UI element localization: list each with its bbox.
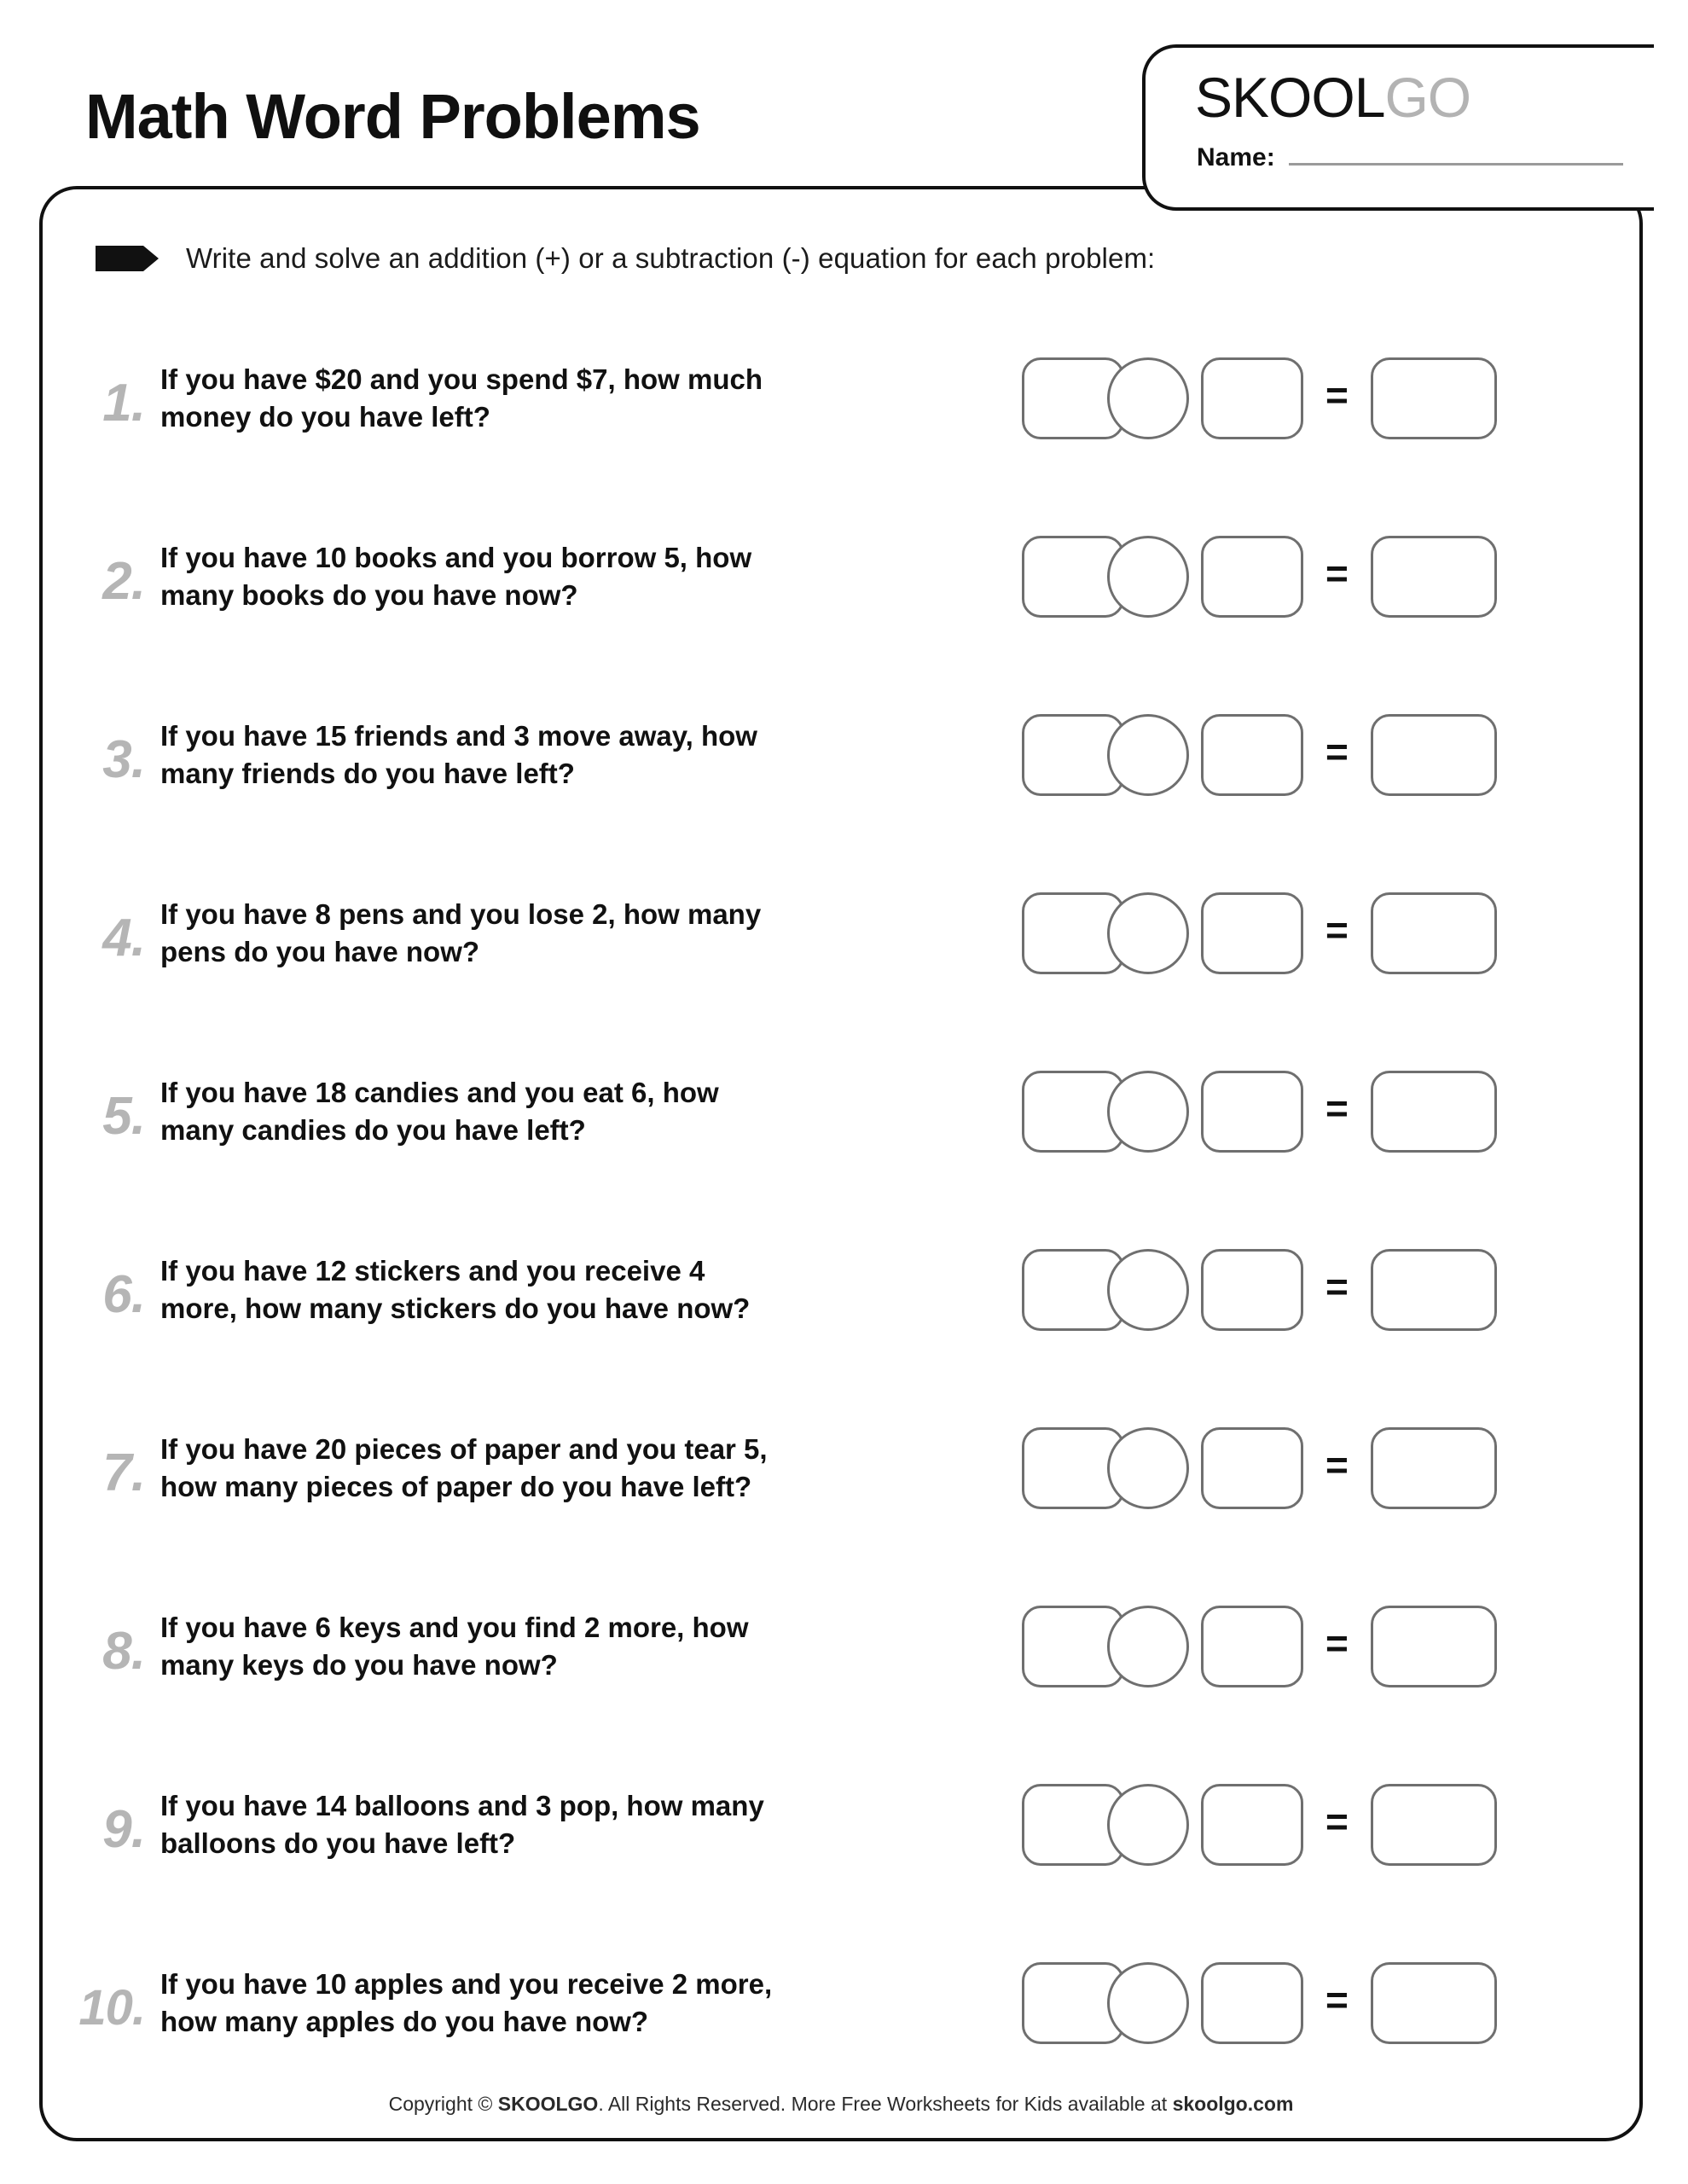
problem-row — [43, 1557, 1639, 1735]
problem-number: 2. — [102, 552, 145, 611]
result-box[interactable] — [1371, 1249, 1497, 1331]
problem-text — [160, 1966, 1013, 2040]
operand-2-box[interactable] — [1201, 1249, 1303, 1331]
brand-logo-primary: SKOOL — [1195, 66, 1385, 129]
answer-group — [1022, 536, 1497, 618]
problem-text — [160, 1609, 1013, 1683]
operator-circle[interactable] — [1107, 892, 1189, 974]
problem-number: 6. — [102, 1265, 145, 1324]
equals-sign: = — [1325, 1263, 1349, 1309]
answer-group — [1022, 1249, 1497, 1331]
problem-text-line: If you have 15 friends and 3 move away, how — [160, 719, 757, 752]
equation-blanks — [1022, 1784, 1303, 1866]
equals-sign: = — [1325, 1442, 1349, 1487]
name-field-row — [1197, 143, 1623, 172]
result-box[interactable] — [1371, 1606, 1497, 1687]
problem-row — [43, 1735, 1639, 1914]
problem-text-line: If you have 18 candies and you eat 6, how — [160, 1076, 719, 1108]
answer-group — [1022, 357, 1497, 439]
operand-2-box[interactable] — [1201, 1071, 1303, 1153]
operator-circle[interactable] — [1107, 1071, 1189, 1153]
footer-copyright — [43, 2093, 1639, 2116]
problem-text-line: how many pieces of paper do you have left? — [160, 1470, 752, 1502]
equation-blanks — [1022, 714, 1303, 796]
equation-blanks — [1022, 357, 1303, 439]
operator-circle[interactable] — [1107, 714, 1189, 796]
answer-group — [1022, 714, 1497, 796]
problem-number: 10. — [78, 1980, 145, 2036]
problem-text — [160, 1252, 1013, 1327]
problem-text — [160, 361, 1013, 435]
operator-circle[interactable] — [1107, 536, 1189, 618]
problem-text-line: how many apples do you have now? — [160, 2005, 649, 2037]
equals-sign: = — [1325, 907, 1349, 952]
problem-text-line: If you have 8 pens and you lose 2, how many — [160, 897, 762, 930]
problem-text-line: many books do you have now? — [160, 578, 578, 611]
result-box[interactable] — [1371, 1071, 1497, 1153]
problem-text — [160, 1074, 1013, 1148]
problem-text-line: many friends do you have left? — [160, 757, 575, 789]
equals-sign: = — [1325, 372, 1349, 417]
operand-2-box[interactable] — [1201, 714, 1303, 796]
problem-text — [160, 1431, 1013, 1505]
problem-text — [160, 896, 1013, 970]
problem-list — [43, 309, 1639, 2092]
problem-row — [43, 1914, 1639, 2092]
equation-blanks — [1022, 1606, 1303, 1687]
result-box[interactable] — [1371, 1962, 1497, 2044]
result-box[interactable] — [1371, 1784, 1497, 1866]
operator-circle[interactable] — [1107, 1606, 1189, 1687]
problem-number: 5. — [102, 1087, 145, 1146]
problem-row — [43, 309, 1639, 487]
problem-text-line: If you have 10 apples and you receive 2 more, — [160, 1967, 773, 2000]
problem-number: 9. — [102, 1800, 145, 1859]
equals-sign: = — [1325, 1977, 1349, 2022]
footer-text-after: . All Rights Reserved. More Free Worksheets for Kids available at — [598, 2093, 1173, 2115]
equation-blanks — [1022, 1071, 1303, 1153]
problem-row — [43, 1022, 1639, 1200]
problem-text — [160, 539, 1013, 613]
answer-group — [1022, 1071, 1497, 1153]
problem-text-line: If you have 20 pieces of paper and you tear 5, — [160, 1432, 768, 1465]
problem-number: 3. — [102, 730, 145, 789]
operator-circle[interactable] — [1107, 1249, 1189, 1331]
operand-2-box[interactable] — [1201, 357, 1303, 439]
operand-2-box[interactable] — [1201, 1427, 1303, 1509]
footer-brand: SKOOLGO — [497, 2093, 599, 2115]
brand-logo-secondary: GO — [1384, 66, 1471, 129]
operator-circle[interactable] — [1107, 357, 1189, 439]
problem-text — [160, 717, 1013, 792]
problem-number: 8. — [102, 1622, 145, 1681]
problem-row — [43, 1379, 1639, 1557]
equation-blanks — [1022, 892, 1303, 974]
operator-circle[interactable] — [1107, 1784, 1189, 1866]
answer-group — [1022, 892, 1497, 974]
equals-sign: = — [1325, 729, 1349, 774]
problem-text-line: If you have 14 balloons and 3 pop, how many — [160, 1789, 764, 1821]
answer-group — [1022, 1606, 1497, 1687]
name-input-line[interactable] — [1289, 162, 1623, 166]
equals-sign: = — [1325, 1620, 1349, 1665]
equation-blanks — [1022, 1249, 1303, 1331]
brand-logo — [1195, 65, 1470, 130]
problem-text-line: many candies do you have left? — [160, 1113, 586, 1146]
worksheet-header — [34, 29, 1654, 208]
page-title: Math Word Problems — [85, 81, 700, 152]
name-label: Name: — [1197, 143, 1275, 171]
problem-text-line: money do you have left? — [160, 400, 490, 433]
result-box[interactable] — [1371, 536, 1497, 618]
answer-group — [1022, 1427, 1497, 1509]
problem-text-line: If you have 12 stickers and you receive 4 — [160, 1254, 705, 1287]
problem-row — [43, 665, 1639, 844]
problem-text-line: If you have 6 keys and you find 2 more, how — [160, 1611, 749, 1643]
footer-site-link[interactable]: skoolgo.com — [1172, 2093, 1294, 2115]
equals-sign: = — [1325, 1085, 1349, 1130]
result-box[interactable] — [1371, 714, 1497, 796]
problem-text-line: pens do you have now? — [160, 935, 480, 967]
operand-2-box[interactable] — [1201, 1784, 1303, 1866]
operand-2-box[interactable] — [1201, 1962, 1303, 2044]
worksheet-body — [39, 186, 1643, 2141]
problem-row — [43, 1200, 1639, 1379]
problem-text-line: many keys do you have now? — [160, 1648, 558, 1681]
problem-text-line: If you have $20 and you spend $7, how much — [160, 363, 763, 395]
problem-number: 1. — [102, 374, 145, 433]
brand-panel — [1142, 44, 1654, 211]
equals-sign: = — [1325, 550, 1349, 595]
problem-row — [43, 487, 1639, 665]
equation-blanks — [1022, 536, 1303, 618]
instruction-text: Write and solve an addition (+) or a subtraction (-) equation for each problem: — [186, 242, 1156, 274]
answer-group — [1022, 1784, 1497, 1866]
result-box[interactable] — [1371, 357, 1497, 439]
problem-text-line: balloons do you have left? — [160, 1827, 516, 1859]
result-box[interactable] — [1371, 892, 1497, 974]
problem-text-line: more, how many stickers do you have now? — [160, 1292, 751, 1324]
equals-sign: = — [1325, 1798, 1349, 1844]
flag-icon — [94, 241, 160, 276]
problem-row — [43, 844, 1639, 1022]
equation-blanks — [1022, 1427, 1303, 1509]
problem-number: 7. — [102, 1443, 145, 1502]
operator-circle[interactable] — [1107, 1427, 1189, 1509]
instruction-row — [94, 241, 1595, 276]
equation-blanks — [1022, 1962, 1303, 2044]
problem-text-line: If you have 10 books and you borrow 5, how — [160, 541, 752, 573]
answer-group — [1022, 1962, 1497, 2044]
problem-text — [160, 1787, 1013, 1862]
footer-text-before: Copyright © — [388, 2093, 498, 2115]
operand-2-box[interactable] — [1201, 536, 1303, 618]
operator-circle[interactable] — [1107, 1962, 1189, 2044]
problem-number: 4. — [102, 909, 145, 967]
result-box[interactable] — [1371, 1427, 1497, 1509]
operand-2-box[interactable] — [1201, 892, 1303, 974]
operand-2-box[interactable] — [1201, 1606, 1303, 1687]
